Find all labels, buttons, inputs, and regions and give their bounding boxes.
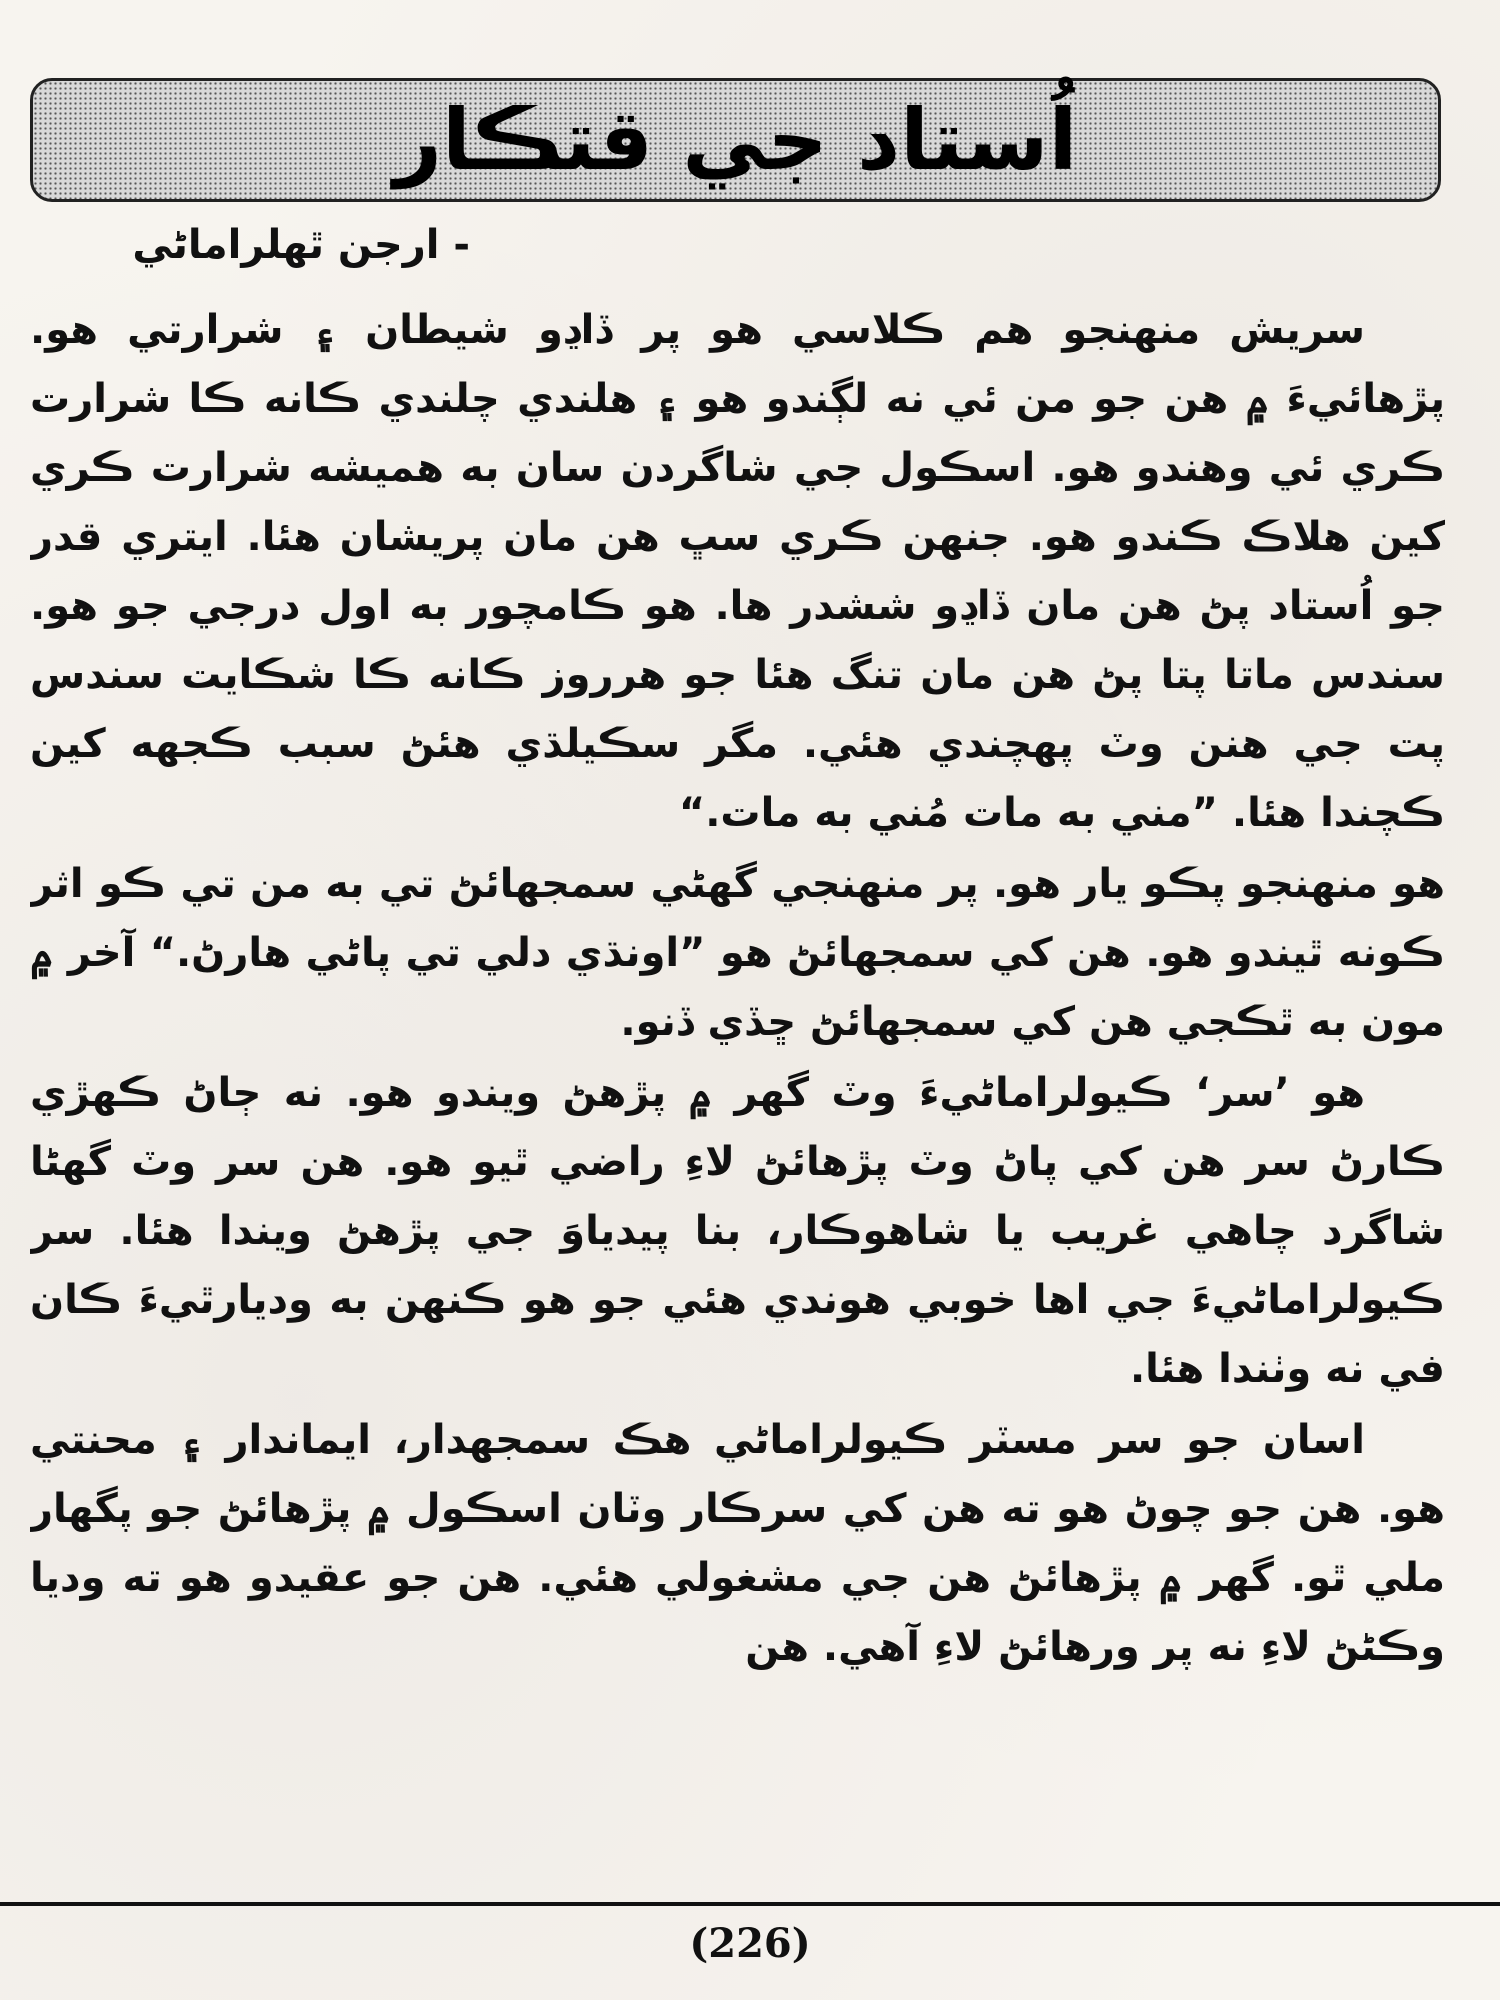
footer-rule [0,1902,1500,1906]
paragraph-1: سريش منهنجو هم ڪلاسي هو پر ڏاڍو شيطان ۽ شرارتي هو. پڙهائيءَ ۾ هن جو من ئي نه لڳندو هو ۽ هلندي چلندي ڪانه ڪا شرارت ڪري ئي وهندو هو. اسڪول جي شاگردن سان به هميشه شرارت ڪري کين هلاڪ ڪندو هو. جنهن ڪري سڀ هن مان پريشان هئا. ايتري قدر جو اُستاد پڻ هن مان ڏاڍو ششدر ها. هو ڪامچور به اول درجي جو هو. سندس ماتا پتا پڻ هن مان تنگ هئا جو هرروز ڪانه ڪا شڪايت سندس پت جي هنن وٽ پهچندي هئي. مگر سڪيلڌي هئڻ سبب ڪجهه کين ڪچندا هئا. ”مني به مات مُني به مات.“ [30,307,1445,836]
story-title: اُستاد جي قتڪار [393,91,1078,189]
author-name: - ارجن ٿهلراماڻي [132,222,470,268]
paragraph-4: اسان جو سر مسٽر ڪيولراماڻي هڪ سمجهدار، ايماندار ۽ محنتي هو. هن جو چوڻ هو ته هن کي سرڪار وٽان اسڪول ۾ پڙهائڻ جو پگهار ملي ٿو. گهر ۾ پڙهائڻ هن جي مشغولي هئي. هن جو عقيدو هو ته وديا وڪڻڻ لاءِ نه پر ورهائڻ لاءِ آهي. هن [30,1417,1445,1670]
page-number: (226) [689,1920,811,1967]
story-body [30,296,1445,1841]
title-banner [30,78,1441,202]
paragraph-3: هو ’سر‘ ڪيولراماڻيءَ وٽ گهر ۾ پڙهڻ ويندو هو. نه ڄاڻ ڪهڙي ڪارڻ سر هن کي پاڻ وٽ پڙهائڻ لاءِ راضي ٿيو هو. هن سر وٽ گهڻا شاگرد چاهي غريب يا شاهوڪار، بنا پيدياوَ جي پڙهڻ ويندا هئا. سر ڪيولراماڻيءَ جي اها خوبي هوندي هئي جو هو ڪنهن به وديارٿيءَ ڪان في نه وٺندا هئا. [30,1070,1445,1392]
paragraph-2: هو منهنجو پڪو يار هو. پر منهنجي گهڻي سمجهائڻ تي به من تي ڪو اثر ڪونه ٿيندو هو. هن کي سمجهائڻ هو ”اونڌي دلي تي پاڻي هارڻ.“ آخر ۾ مون به ٿڪجي هن کي سمجهائڻ ڇڏي ڏنو. [30,861,1445,1045]
